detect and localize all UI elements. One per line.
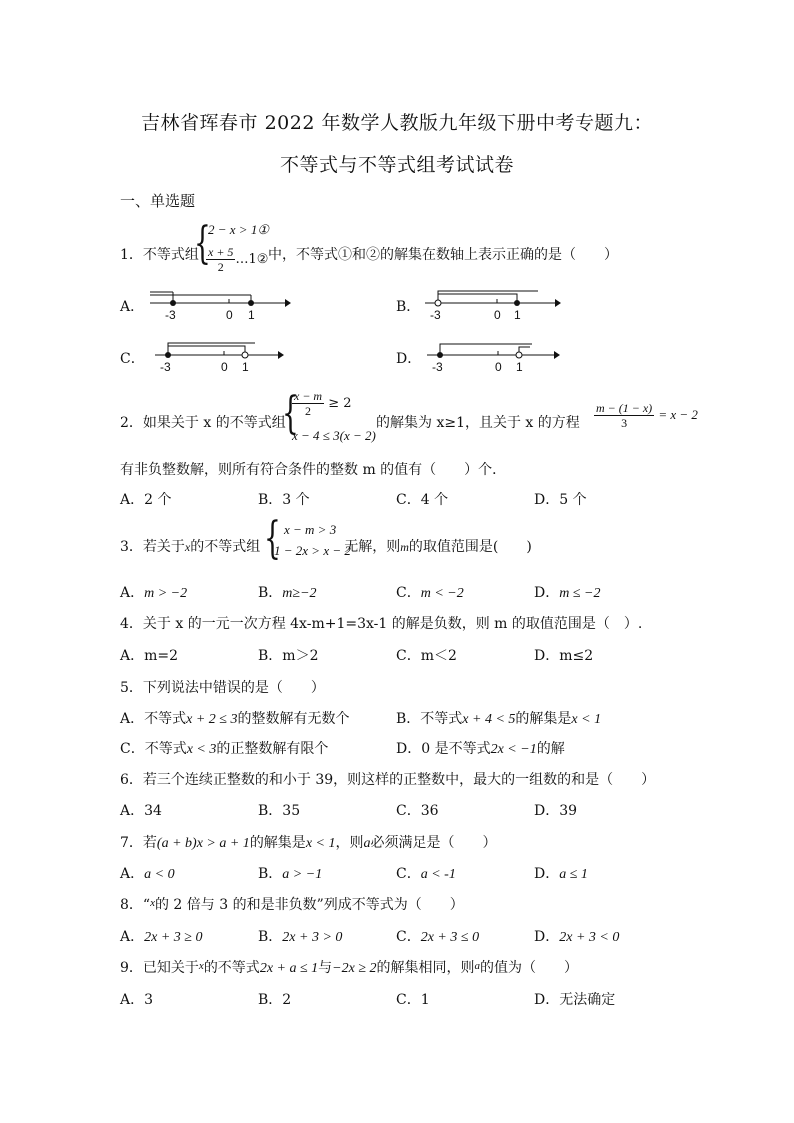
q5-option-b-expr2: x < 1 (571, 712, 602, 727)
q3-option-b-label: B． (258, 585, 283, 601)
q2-option-c[interactable]: C．4 个 (396, 492, 449, 508)
q8-option-a-label: A． (120, 929, 145, 945)
q9-var: x (198, 960, 204, 972)
q7-expr: (a + b)x > a + 1 (156, 836, 250, 851)
q7-mid: 的解集是 (249, 835, 306, 851)
q1b-tick-1: 1 (514, 308, 521, 322)
q5-option-c[interactable] (120, 738, 328, 758)
q3-option-a-expr: m > −2 (144, 586, 188, 601)
q2-option-b[interactable]: B．3 个 (258, 492, 310, 508)
q9-mid2: 与 (318, 960, 333, 976)
q1-row1: 2 − x > 1① (208, 222, 269, 237)
q3-option-c-label: C． (396, 585, 421, 601)
q9-post2: 的值为（ ） (480, 960, 579, 976)
q3-mid: 的不等式组 (190, 539, 261, 555)
q1-option-a-numberline (145, 286, 295, 322)
q7-option-a-expr: a < 0 (144, 867, 175, 882)
q3-option-d-label: D． (534, 585, 560, 601)
q7-option-d-label: D． (534, 866, 560, 882)
q1-option-c-label[interactable]: C． (120, 351, 145, 367)
q7-option-d[interactable] (534, 863, 588, 883)
q1d-tick-1: 1 (516, 360, 523, 374)
q3-row1: x − m > 3 (284, 522, 337, 537)
page-title-line2: 不等式与不等式组考试试卷 (279, 154, 514, 176)
q1-number: 1．不等式组 (120, 247, 199, 263)
q2-row1-num: x − m (294, 389, 323, 403)
q7-expr2: x < 1 (305, 836, 336, 851)
q8-line (120, 894, 464, 914)
q3-option-b-expr: m≥−2 (282, 586, 317, 601)
q1-brace: { (194, 218, 211, 269)
q9-expr2: −2x ≥ 2 (332, 961, 377, 976)
q7-post1: ，则 (335, 835, 364, 851)
q5-option-b-label: B．不等式 (396, 711, 463, 727)
q1-option-b-label[interactable]: B． (396, 299, 421, 315)
q7-option-b[interactable] (258, 863, 322, 883)
q4-option-c[interactable]: C．m＜2 (396, 648, 457, 664)
q1-option-c-numberline (150, 338, 300, 374)
q7-option-c-expr: a < -1 (420, 867, 456, 882)
q2-option-a[interactable]: A．2 个 (120, 492, 172, 508)
q6-option-b[interactable]: B．35 (258, 803, 301, 819)
q3-pre: 3．若关于 (120, 539, 185, 555)
section-heading: 一、单选题 (120, 192, 196, 210)
q7-option-c[interactable] (396, 863, 456, 883)
q6-text: 6．若三个连续正整数的和小于 39，则这样的正整数中，最大的一组数的和是（ ） (120, 772, 656, 788)
q4-text: 4．关于 x 的一元一次方程 4x-m+1=3x-1 的解是负数，则 m 的取值范围是（ ）. (120, 616, 643, 632)
q7-option-b-label: B． (258, 866, 283, 882)
q4-option-d[interactable]: D．m≤2 (534, 648, 594, 664)
q3-var2: m (400, 540, 409, 554)
q8-option-c[interactable] (396, 926, 479, 946)
q3-option-c-expr: m < −2 (420, 586, 464, 601)
q2-row1 (292, 389, 352, 418)
q1c-tick-1: 1 (242, 360, 249, 374)
q8-option-a[interactable] (120, 926, 202, 946)
q9-post1: 的解集相同，则 (376, 960, 475, 976)
q8-option-a-expr: 2x + 3 ≥ 0 (144, 930, 203, 945)
q9-option-d[interactable]: D．无法确定 (534, 992, 616, 1008)
q2-eq-den: 3 (621, 416, 628, 430)
q4-option-a[interactable]: A．m=2 (120, 648, 179, 664)
q5-option-a-tail: 的整数解有无数个 (237, 711, 350, 727)
q5-option-a[interactable] (120, 708, 349, 728)
q1-option-d-label[interactable]: D． (396, 351, 422, 367)
q3-option-d[interactable] (534, 582, 600, 602)
q2-option-d[interactable]: D．5 个 (534, 492, 587, 508)
q2-brace: { (282, 388, 299, 439)
q1a-tick-0: 0 (226, 308, 233, 322)
q8-var: x (150, 897, 155, 909)
q9-option-a[interactable]: A．3 (120, 992, 154, 1008)
q7-option-a-label: A． (120, 866, 145, 882)
q9-option-c[interactable]: C．1 (396, 992, 430, 1008)
q5-option-d-label: D．0 是不等式 (396, 741, 491, 757)
q9-line (120, 957, 578, 977)
q5-option-d[interactable] (396, 738, 565, 758)
q5-option-a-expr: x + 2 ≤ 3 (186, 712, 238, 727)
q8-option-c-label: C． (396, 929, 421, 945)
q8-pre: 8．“ (120, 897, 151, 913)
q3-option-a[interactable] (120, 582, 187, 602)
q7-line (120, 832, 496, 852)
q1c-tick-m3: -3 (160, 360, 171, 374)
q8-post: 的 2 倍与 3 的和是非负数”列成不等式为（ ） (154, 897, 464, 913)
q2-text1: 的解集为 x≥1，且关于 x 的方程 (376, 415, 580, 431)
q7-option-a[interactable] (120, 863, 175, 883)
q7-option-b-expr: a > −1 (282, 867, 323, 882)
q1a-tick-m3: -3 (165, 308, 176, 322)
q3-brace: { (264, 513, 281, 564)
q1-frac-den: 2 (217, 260, 224, 274)
q2-row2: x − 4 ≤ 3(x − 2) (292, 428, 376, 443)
q8-option-d-label: D． (534, 929, 560, 945)
q2-row1-tail: ≥ 2 (328, 396, 352, 411)
q5-option-b[interactable] (396, 708, 601, 728)
q6-option-a[interactable]: A．34 (120, 803, 162, 819)
q3-row2: 1 − 2x > x − 2 (274, 543, 351, 558)
q9-mid: 的不等式 (203, 960, 260, 976)
q7-pre: 7．若 (120, 835, 157, 851)
q3-option-a-label: A． (120, 585, 145, 601)
q7-option-d-expr: a ≤ 1 (559, 867, 588, 882)
q5-option-b-tail: 的解集是 (515, 711, 572, 727)
q5-option-d-expr: 2x < −1 (490, 742, 537, 757)
q2-eq-tail: = x − 2 (658, 407, 698, 422)
q9-pre: 9．已知关于 (120, 960, 199, 976)
q8-option-b-label: B． (258, 929, 283, 945)
q5-option-c-expr: x < 3 (186, 742, 217, 757)
q1-frac-num: x + 5 (208, 245, 234, 259)
q1d-tick-0: 0 (495, 360, 502, 374)
q7-option-c-label: C． (396, 866, 421, 882)
q1b-tick-0: 0 (494, 308, 501, 322)
q2-eq-num: m − (1 − x) (596, 401, 653, 415)
q3-post2: 的取值范围是( ) (408, 539, 532, 555)
q1b-tick-m3: -3 (430, 308, 441, 322)
q2-equation (594, 401, 698, 430)
q3-var: x (184, 540, 191, 554)
q5-option-c-tail: 的正整数解有限个 (216, 741, 329, 757)
q1-row2 (206, 245, 268, 274)
page-title-line1: 吉林省珲春市 2022 年数学人教版九年级下册中考专题九： (141, 112, 653, 134)
q8-option-d-expr: 2x + 3 < 0 (559, 930, 620, 945)
q8-option-c-expr: 2x + 3 ≤ 0 (420, 930, 480, 945)
q2-number: 2．如果关于 x 的不等式组 (120, 415, 286, 431)
q2-line2: 有非负整数解，则所有符合条件的整数 m 的值有（ ）个． (120, 462, 507, 478)
q7-var: a (363, 836, 371, 851)
q2-row1-den: 2 (305, 404, 312, 418)
q8-option-d[interactable] (534, 926, 619, 946)
q3-option-d-expr: m ≤ −2 (559, 586, 601, 601)
q4-option-b[interactable]: B．m＞2 (258, 648, 319, 664)
q3-option-b[interactable] (258, 582, 317, 602)
q9-option-b[interactable]: B．2 (258, 992, 292, 1008)
q3-option-c[interactable] (396, 582, 464, 602)
q3-post1: 无解，则 (344, 539, 401, 555)
q5-option-c-label: C．不等式 (120, 741, 187, 757)
q8-option-b[interactable] (258, 926, 342, 946)
q9-expr: 2x + a ≤ 1 (259, 961, 319, 976)
q1-option-d-numberline (422, 338, 572, 374)
q1-option-b-numberline (420, 286, 570, 322)
q1-text: 中，不等式①和②的解集在数轴上表示正确的是（ ） (268, 247, 618, 263)
q8-option-b-expr: 2x + 3 > 0 (282, 930, 343, 945)
q1-row2-tail: …1② (235, 252, 269, 267)
q1d-tick-m3: -3 (432, 360, 443, 374)
q1c-tick-0: 0 (221, 360, 228, 374)
q1a-tick-1: 1 (248, 308, 255, 322)
q9-var2: a (474, 960, 481, 972)
q5-option-d-tail: 的解 (536, 741, 565, 757)
q7-post2: 必须满足是（ ） (370, 835, 497, 851)
q5-text: 5．下列说法中错误的是（ ） (120, 680, 325, 696)
q5-option-b-expr: x + 4 < 5 (462, 712, 516, 727)
q5-option-a-label: A．不等式 (120, 711, 187, 727)
q6-option-c[interactable]: C．36 (396, 803, 439, 819)
q1-option-a-label[interactable]: A． (120, 299, 145, 315)
q6-option-d[interactable]: D．39 (534, 803, 578, 819)
